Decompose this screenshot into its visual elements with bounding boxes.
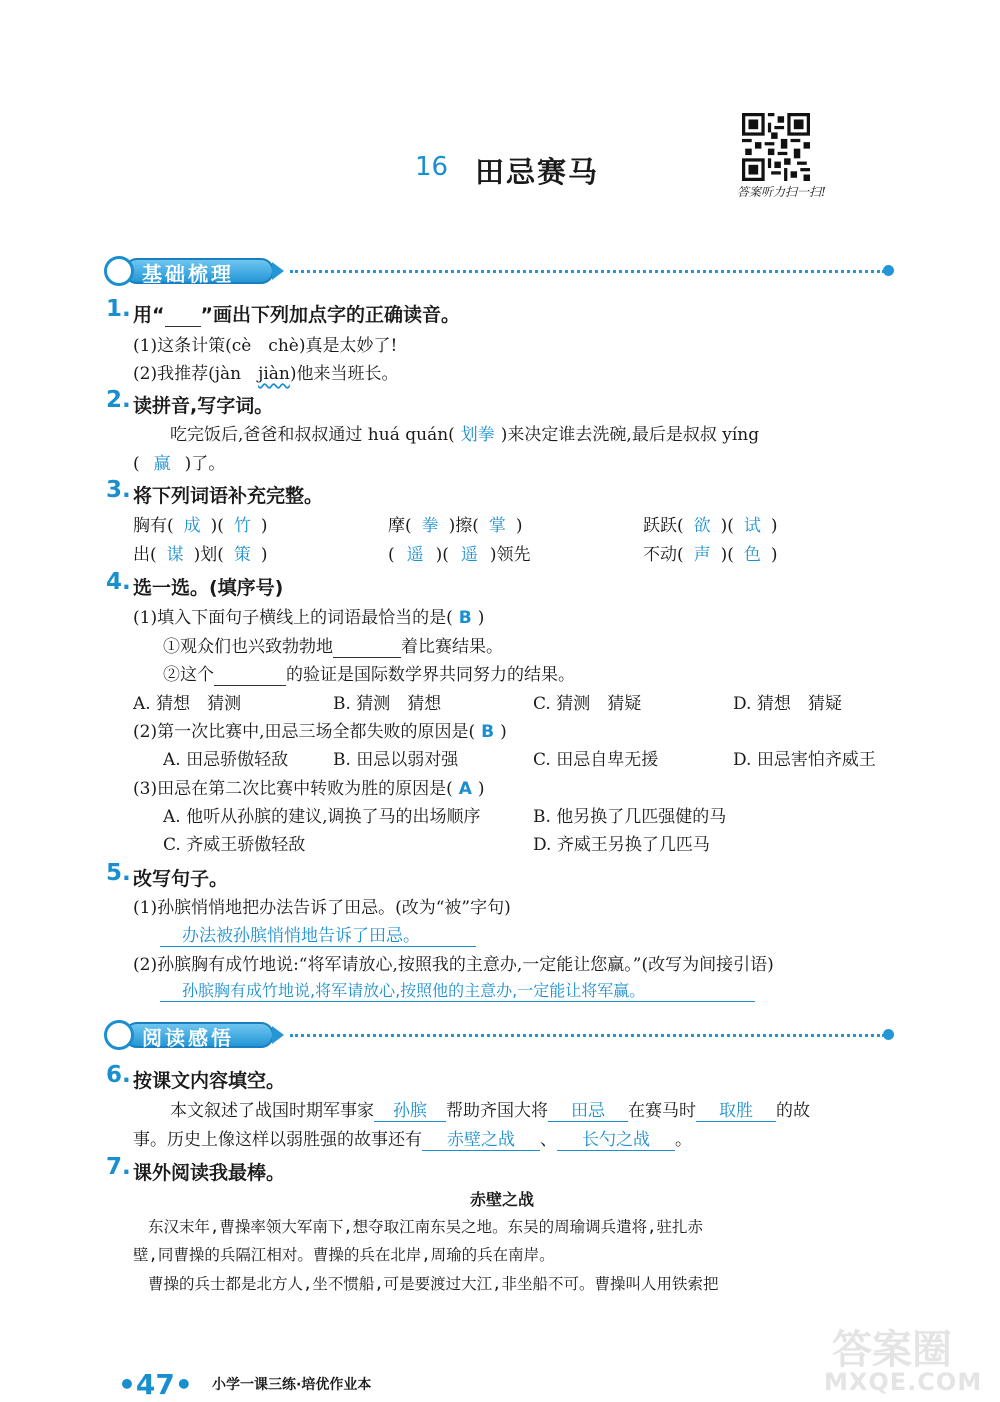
qr-code-icon[interactable]	[742, 113, 810, 181]
title-part: ”画出下列加点字的正确读音。	[200, 304, 460, 326]
section-header-basics	[100, 254, 900, 288]
q2-line-1	[170, 420, 759, 445]
text-part: )来决定谁去洗碗,最后是叔叔 yíng	[500, 425, 760, 445]
end-dot	[883, 1029, 894, 1040]
section-title: 基础梳理	[142, 262, 234, 286]
q6-line-1: 本文叙述了战国时期军事家 孙膑 帮助齐国大将 田忌 在赛马时 取胜 的故	[170, 1096, 810, 1122]
q4-3-option-d: D. 齐威王另换了几匹马	[533, 835, 710, 855]
q1-line-1: (1)这条计策(cè chè)真是太妙了!	[133, 336, 398, 356]
idiom-3: 跃跃( 欲 )( 试 )	[643, 516, 778, 536]
q4-2-option-a: A. 田忌骄傲轻敌	[163, 750, 289, 770]
q4-1-option-c: C. 猜测 猜疑	[533, 694, 642, 714]
q4-sub-2: (2)第一次比赛中,田忌三场全都失败的原因是( B )	[133, 722, 507, 742]
text-part: )他来当班长。	[289, 364, 399, 384]
idiom-4: 出( 谋 )划( 策 )	[133, 545, 268, 565]
q5-prompt-2: (2)孙膑胸有成竹地说:“将军请放心,按照我的主意办,一定能让您赢。”(改写为间接引语)	[133, 955, 774, 975]
underline-sample	[165, 304, 201, 327]
lesson-title: 田忌赛马	[475, 155, 600, 189]
clock-icon	[104, 256, 134, 286]
dotted-divider	[290, 1034, 885, 1037]
q1-line-2	[133, 359, 399, 384]
answer: 赢	[153, 454, 171, 474]
arrow-icon	[272, 262, 284, 280]
section-title: 阅读感悟	[142, 1026, 234, 1050]
question-number: 2.	[106, 387, 131, 413]
q4-sentence-1: ①观众们也兴致勃勃地 着比赛结果。	[163, 637, 503, 657]
q5-answer-2: 孙膑胸有成竹地说,将军请放心,按照他的主意办,一定能让将军赢。	[160, 978, 755, 1002]
watermark-top: 答案圈	[832, 1327, 952, 1373]
text-part: 吃完饭后,爸爸和叔叔通过 huá quán(	[170, 425, 455, 445]
q4-2-option-d: D. 田忌害怕齐威王	[733, 750, 876, 770]
question-number: 7.	[106, 1154, 131, 1180]
q4-sentence-2: ②这个 的验证是国际数学界共同努力的结果。	[163, 665, 575, 685]
question-title: 读拼音,写字词。	[133, 395, 274, 417]
q4-1-option-b: B. 猜测 猜想	[333, 694, 442, 714]
q6-line-2: 事。历史上像这样以弱胜强的故事还有 赤壁之战 、 长勺之战 。	[133, 1125, 692, 1151]
q4-3-option-c: C. 齐威王骄傲轻敌	[163, 835, 306, 855]
q4-2-option-c: C. 田忌自卑无援	[533, 750, 659, 770]
idiom-6: 不动( 声 )( 色 )	[643, 545, 778, 565]
q4-3-option-b: B. 他另换了几匹强健的马	[533, 807, 727, 827]
question-title: 选一选。(填序号)	[133, 577, 284, 599]
passage-title: 赤壁之战	[470, 1190, 535, 1209]
question-number: 4.	[106, 569, 131, 595]
text-part: )了。	[184, 454, 226, 474]
q4-1-option-d: D. 猜想 猜疑	[733, 694, 842, 714]
idiom-5: ( 遥 )( 遥 )领先	[388, 545, 531, 565]
q2-line-2	[133, 449, 225, 474]
q4-3-option-a: A. 他听从孙膑的建议,调换了马的出场顺序	[163, 807, 481, 827]
question-title: 课外阅读我最棒。	[133, 1162, 286, 1184]
clock-icon	[104, 1020, 134, 1050]
answer: 划拳	[460, 425, 495, 445]
idiom-2: 摩( 拳 )擦( 掌 )	[388, 516, 523, 536]
title-part: 用“	[133, 304, 165, 326]
q4-1-option-a: A. 猜想 猜测	[133, 694, 242, 714]
q4-sub-1: (1)填入下面句子横线上的词语最恰当的是( B )	[133, 608, 485, 628]
watermark-logo	[822, 1318, 994, 1396]
question-title	[133, 300, 460, 327]
idiom-1: 胸有( 成 )( 竹 )	[133, 516, 268, 536]
dotted-divider	[290, 270, 885, 273]
question-number: 6.	[106, 1062, 131, 1088]
arrow-icon	[272, 1026, 284, 1044]
lesson-number: 16	[415, 152, 449, 182]
passage-line-2: 壁,同曹操的兵隔江相对。曹操的兵在北岸,周瑜的兵在南岸。	[133, 1246, 555, 1264]
end-dot	[883, 265, 894, 276]
watermark-bottom: MXQE.COM	[824, 1368, 983, 1396]
question-number: 1.	[106, 296, 131, 322]
q4-2-option-b: B. 田忌以弱对强	[333, 750, 459, 770]
section-header-reading	[100, 1018, 900, 1052]
answer-wavy: jiàn	[258, 364, 290, 384]
q5-prompt-1: (1)孙膑悄悄地把办法告诉了田忌。(改为“被”字句)	[133, 898, 511, 918]
text-part: (	[133, 454, 140, 474]
qr-caption: 答案听力扫一扫!	[737, 185, 826, 199]
question-title: 改写句子。	[133, 868, 229, 890]
question-title: 按课文内容填空。	[133, 1070, 286, 1092]
page-number: •47•	[118, 1368, 193, 1401]
passage-line-1: 东汉末年,曹操率领大军南下,想夺取江南东吴之地。东吴的周瑜调兵遣将,驻扎赤	[148, 1218, 703, 1236]
series-name: 小学一课三练·培优作业本	[212, 1377, 372, 1393]
question-number: 3.	[106, 477, 131, 503]
q4-sub-3: (3)田忌在第二次比赛中转败为胜的原因是( A )	[133, 779, 485, 799]
question-number: 5.	[106, 860, 131, 886]
passage-line-3: 曹操的兵士都是北方人,坐不惯船,可是要渡过大江,非坐船不可。曹操叫人用铁索把	[148, 1275, 719, 1293]
text-part: (2)我推荐(jàn	[133, 364, 259, 384]
question-title: 将下列词语补充完整。	[133, 485, 324, 507]
q5-answer-1: 办法被孙膑悄悄地告诉了田忌。	[160, 921, 476, 947]
